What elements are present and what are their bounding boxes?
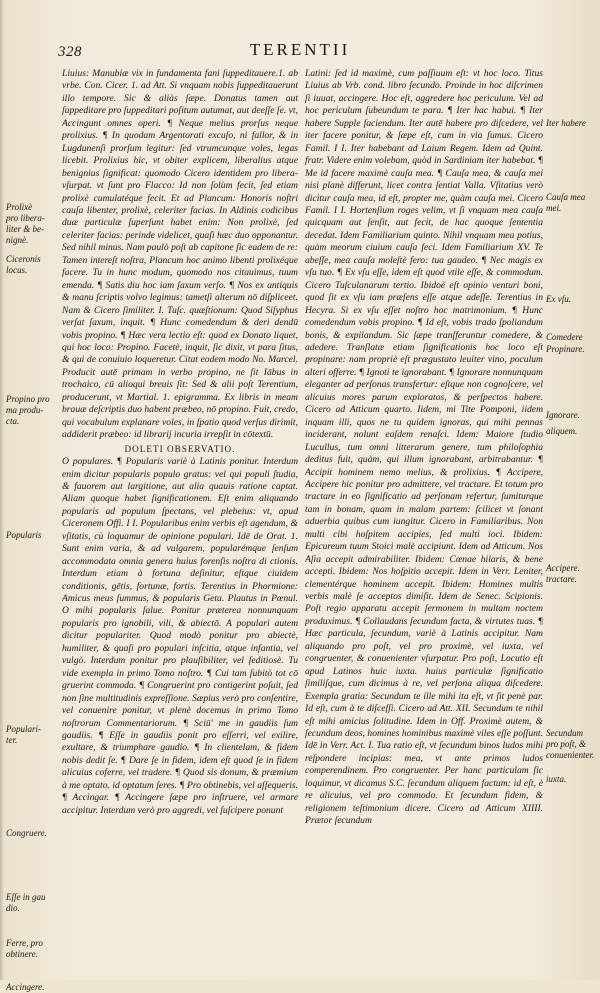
margin-note: cta.: [6, 416, 20, 426]
margin-note: Comedere: [546, 332, 583, 342]
margin-note: nignè.: [6, 235, 29, 245]
margin-note: Congruere.: [6, 828, 47, 838]
commentary-paragraph: Latini: ſed id maximè, cum paſſiuum eſt: vt hoc loco. Titus Liuius ab Vrb. cond. libro ſecundo. Proinde in hoc diſcrimen ſi iuuat, accingere. Hoc eſt, aggredere hoc periculum. Vel ad hoc periculum ſubeundum te para. ¶ Iter hac habui. ¶ Iter habere Supple faciendum. Iter autē habere pro diſcedere, vel iter facere ponitur, & ſæpe eſt, cum in via ſumus. Cicero Famil. I I. Iter habebant ad Laium Regem. Idem ad Quint. fratr. Videre enim volebam, quòd in Sardiniam iter habebat. ¶ Me id facere maximè cauſa mea. ¶ Cauſa mea, & cauſa mei nisi planè differunt, licet contra ſentiat Valla. Vſitatius verò dicitur cauſa mea, id eſt, propter me, quàm cauſa mei. Cicero Famil. I I. Hortenſium roges velim, vt ſi vnquam mea cauſa quicquam aut ſenſit, aut fecit, de hac quoque ſententia decedat. Idem Familiarium quinto. Nihil vnquam mea potius, quàm meorum ciuium cauſa feci. Idem Familiarium XV. Te abeſſe, mea cauſa moleſtè fero: tua gaudeo. ¶ Nec magis ex vſu tuo. ¶ Ex vſu eſſe, idem eſt quod vtile eſſe, & commodum. Cicero Tuſculanarum tertio. Ibidoë eſt opinio venturi boni, quod ſit ex vſu iam præſens eſſe atque adeſſe. Terentius in Hecyra. Si ex vſu eſſet noſtro hoc matrimonium. ¶ Hunc comedendum vobis propino. ¶ Id eſt, vobis trado ſpoliandum bonis, & expilandum. Sic ſæpe tranſferuntur comedere, & adedere. Tranſlatæ etiam ſignificationis hoc loco eſt propinare: nam propriè eſt prægustato leuiter vino, poculum alteri offerre. ¶ Ignoti te ignorabant. ¶ Ignorare nonnunquam eleganter ad perſonas transfertur: eſtque non cognoſcere, vel alicuius mores parum exploratos, & perſpectos habere. Cicero ad Atticum quarto. Iidem, mi Tite Pomponi, iidem inquam illi, quos ne tu quidem ignoras, qui mihi pennas inciderant, nolunt eaſdem renaſci. Idem: Maiore ſtudio Lucullus, tum omni litterarum genere, tum philoſophia deditus fuit, quàm, qui illum ignorabant, arbitrabantur. ¶ Accipit hominem nemo melius, & prolixius. ¶ Accipere, Accipere hic ponitur pro admittere, vel tractare. Et totum pro tractare in eo ſignificatio ad perſonam refertur, ſumiturque tam in bonam, quam in malam partem: ſcilicet vt ſonant aduerbia quibus cum iungitur. Cicero in Familiaribus. Non multi cibi hoſpitem accipies, ſed multi ioci. Ibidem: Epicureum tuum Stoici malè accipiunt. Idem ad Atticum. Nos Aſia accepit admirabiliter. Ibidem: Cœnae hilaris, & bene accepti. Ibidem: Nos hoſpitio accepit. Idem in Verr. Leniter, clementérque hominem accepit. Ibidem: Homines multis verbis malè ſe acceptos dimiſit. Idem de Senec. Scipionis. Poſt regio apparatu accepit ſermonem in multam noctem produximus. ¶ Collaudans ſecundum facta, & virtutes tuas. ¶ Hæc particula, ſecundum, variè à Latinis accipitur. Nam aliquando pro poſt, vel pro proximè, vel iuxta, vel congruenter, & conuenienter vſurpatur. Pro poſt, Locutio eſt apud Latinos huic iuxta. huius particulæ ſignificatio ſimiliſque, cum dicimus à re, vel perſona aliqua diſcedere. Exempla gratia: Secundum te ille mihi ita eſt, vt ſit penè par. Id eſt, cum à te diſceſſi. Cicero ad Att. XII. Secundum te nihil eſt mihi amicius ſolitudine. Idem in Off. Proximè autem, & ſecundum deos, homines hominibus maximè viles eſſe poſſunt. Idē in Verr. Act. I. Tua ratio eſt, vt ſecundum binos ludos mihi reſpondere incipias: mea, vt ante primos ludos comperendinem. Pro congruenter. Per hanc particulam ſic loquimur, vt dicamus S.C. ſecundum aliquem factum: id eſt, è re alicuius, vel pro commodo. Et ſecundum fidem, & religionem teſtimonium dicere. Cicero ad Atticum XIIII. Prætor ſecundum: [305, 68, 543, 827]
margin-note: dio.: [6, 903, 20, 913]
margin-note: Prolixè: [6, 202, 33, 212]
margin-note: conuenienter.: [546, 750, 595, 760]
margin-note: ter.: [6, 735, 18, 745]
margin-note: Accingere.: [6, 982, 45, 992]
margin-note: liter & be-: [6, 224, 44, 234]
margin-note: Accipere.: [546, 563, 580, 573]
margin-note: tractare.: [546, 574, 577, 584]
margin-note: Propino pro: [6, 394, 50, 404]
margin-note: Secundum: [546, 728, 583, 738]
section-subheading: DOLETI OBSERVATIO.: [124, 443, 236, 454]
margin-note: Ignorare.: [546, 410, 580, 420]
margin-note: Ex vſu.: [546, 294, 571, 304]
margin-note: Ferre, pro: [6, 938, 43, 948]
margin-note: Cauſa mea: [546, 192, 586, 202]
margin-note: aliquem.: [546, 426, 578, 436]
margin-note: pro libera-: [6, 213, 45, 223]
margin-note: iuxta.: [546, 774, 567, 784]
running-title: TERENTII: [249, 40, 351, 59]
commentary-paragraph: Liuius: Manubiæ vix in fundamenta fani ſuppeditauere.1. ab vrbe. Con. Cicer. 1. ad Att. Si vnquam nobis ſuppeditauerunt illo tempore. Sic & aliàs ſæpe. Donatus tamen aut ſuppeditare pro ſuppeditari poſitum autumat, aut deeſſe ſe. vt, Accingunt omnes operi. ¶ Neque melius prorſus neque prolixius. ¶ In quodam Argentorati excuſo, ni fallor, & in Lugdunenſi prorſum legitur: ſed vtrumcunque voles, legas licebit. Prolixius hic, vt obiter explicem, liberalius atque benignius ſignificat: quomodo Cicero identidem pro libera- vſurpat. vt ſunt pro Flacco: Id non ſolùm fecit, ſed etiam prolixè cumulatéque fecit. Et ad Plancum: Honoris noſtri cauſa libenter, prolixè, celeriter facias. In Aldinis codicibus duæ particulæ ſuperſunt habet enim: Non prolixè, ſed celeriter facias: perinde videlicet, quaſi hæc duo opponantur. Sed nihil minus. Nam paulò poſt ab capitone ſic eadem de re: Tamen intereſt noſtra, Plancum hoc animo libenti prolixéque facere. Tu in hunc modum, quomodo nos citauimus, tuum emenda. ¶ Satis diu hoc iam ſaxum verſo. ¶ Nos ex antiquis & manu ſcriptis volvo legimus: tametſi alterum nō diſpliceet. Nam & Cicero ſimiliter. I. Tuſc. quæſtionum: Quod Siſyphus verſat ſaxum, inquit. ¶ Hunc comedendum & deri dendū vobis propino. ¶ Hæc vera lectio eſt: quod ex Donato liquet, qui hoc loco: Propino. Facetè, inquit, ſic dixit, vt para ſitus, & qui de conuiuio loqueretur. Citat eodem modo No. Marcel. Producit autē primam in verbo propino, ne ſit Iābus in trochaico, cū alioqui breuis ſit: Sed & alii poſt Terentium, producerunt, vt Martial. 1. epigramma. Ex libris in meam brauæ deſcriptis duo habent præbeo, nō propino. Fuit, credo, qui vocabulum explanare voles, in ſpatio quod verſus dirimit, addiderit præbeo: id librarij incuria irrepſit in cōtextū.: [62, 68, 298, 441]
margin-note: mei.: [546, 203, 562, 213]
margin-note: Populari-: [6, 724, 41, 734]
right-margin-notes: [546, 68, 598, 960]
margin-note: pro poſt, &: [546, 739, 586, 749]
margin-note: ma produ-: [6, 405, 44, 415]
margin-note: Propinare.: [546, 344, 585, 354]
margin-note: locus.: [6, 265, 28, 275]
left-text-column: [62, 68, 298, 960]
page-edge-shadow: [0, 0, 4, 980]
margin-note: Eſſe in gau: [6, 892, 46, 902]
margin-note: Popularis: [6, 530, 42, 540]
left-margin-notes: [6, 68, 60, 992]
page-header: [0, 40, 600, 64]
margin-note: Iter habere: [546, 118, 586, 128]
commentary-paragraph: O populares. ¶ Popularis variè à Latinis ponitur. Interdum enim dicitur popularis populo gratus: vel qui populi ſtudia, & fauorem aut largitione, aut alia quauis ratione captat. Aliam quoque habet ſignificationem. Eſt enim aliquando popularis ad populum ſpectans, vel plebeius: vt, apud Ciceronem Offi. I I. Popularibus enim verbis eſt agendum, & vſitatis, cù loquamur de opinione populari. Idē de Orat. 1. Sunt enim varia, & ad vulgarem, popularémque ſenſum accommodata omnia genera huius forenſis noſtra di ctionis. Interdum etiam à fortuna deſinitur, eſtque ciuidem conditionis, gētis, fortunæ, fortis. Terentius in Phormione: Amicus meus ſummus, & popularis Geta. Plautus in Pœnul. O mihi popularis ſalue. Ponitur præterea nonnunquam popularis pro ignobili, vili, & abiectō. A populari autem dicitur populariter. Quod modò ponitur pro abiectè, humiliter, & quaſi pro populari inſcitia, atque infantia, vel vulgò. Interdum ponitur pro plauſibiliter, vel ſeditiosè. Tu vide exempla in primo Tomo noſtro. ¶ Cui tam ſubitò tot cō gruerint commoda. ¶ Congruerint pro contigerint poſuit, ſed non ſine multitudinis expreſſione. Sæpius verò pro conſentire, vel conuenire ponitur, vt plenè docemus in primo Tomo noſtrorum Commentariorum. ¶ Sciū' me in gaudiis ſum gaudiis. ¶ Eſſe in gaudiis ponit pro eſſerri, vel exilire, exultare, & triumphare gaudio. ¶ In clientelam, & fidem nobis dedit ſe. ¶ Dare ſe in fidem, idem eſt quod ſe in fidem alicuius coferre, vel tradere. ¶ Quod sis donum, & præmium à me optato. id optatum ſeres. ¶ Pro obtinebis, vel aſſequeris. ¶ Accingar. ¶ Accingere ſæpe pro inſtruere, vel armare accipitur. Interdum verò pro aggredi, vel ſuſcipere ponunt: [62, 456, 298, 816]
page-number: 328: [58, 44, 82, 60]
margin-note: Ciceronis: [6, 254, 41, 264]
margin-note: obtinere.: [6, 949, 38, 959]
right-text-column: [305, 68, 543, 960]
